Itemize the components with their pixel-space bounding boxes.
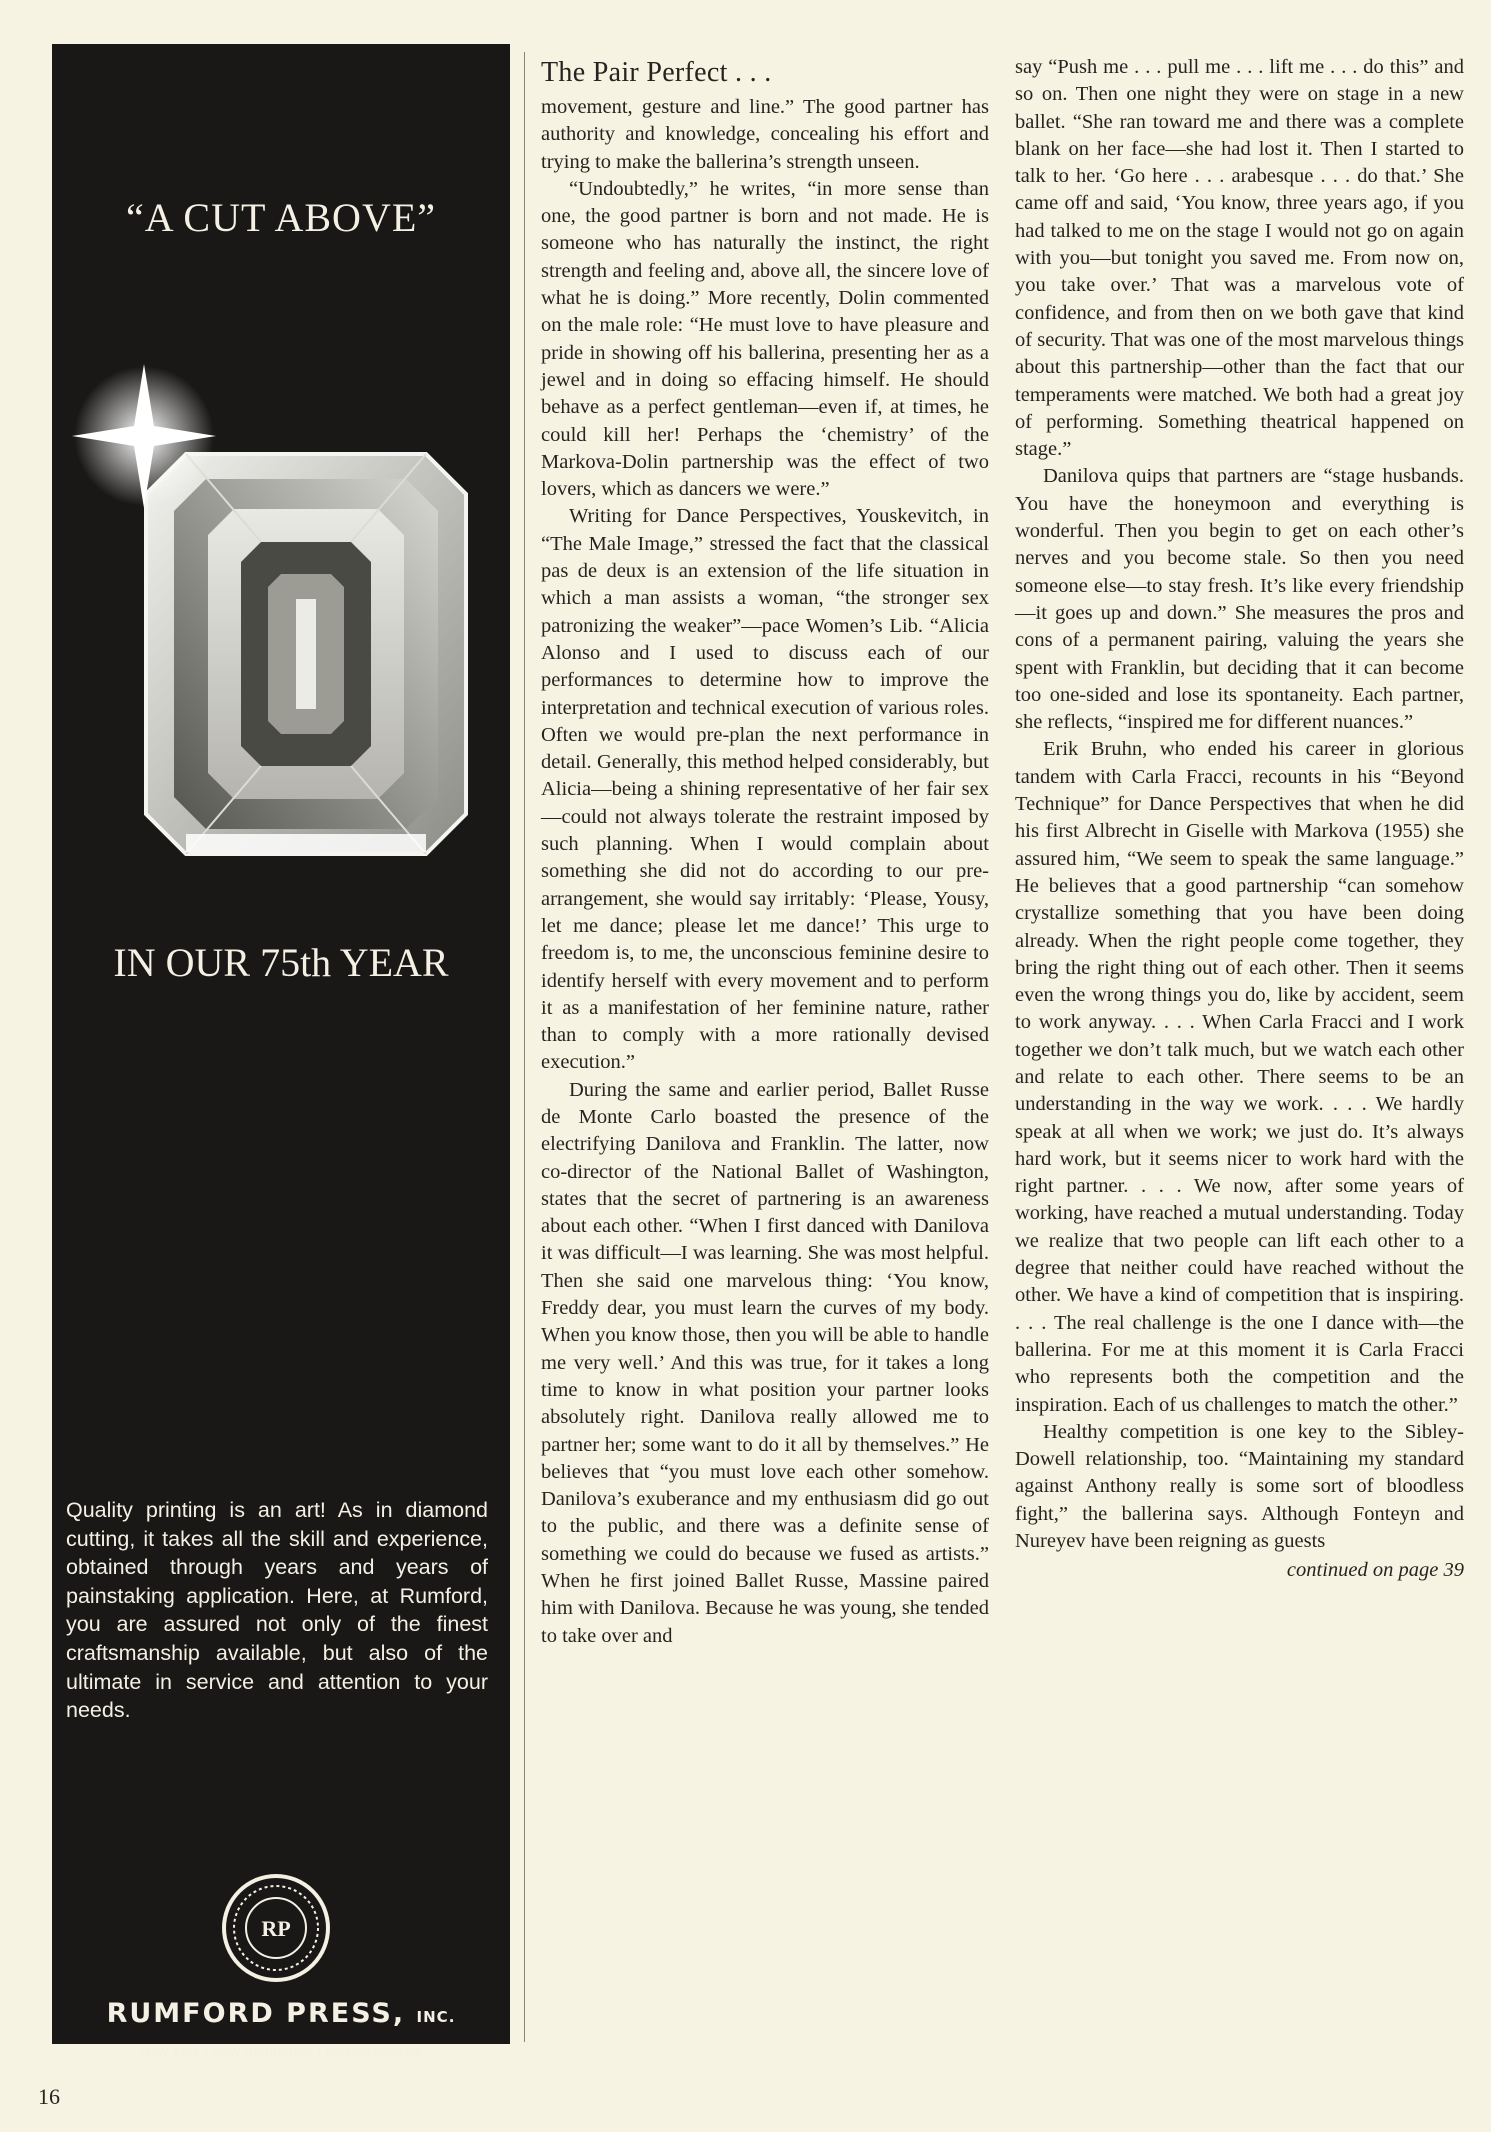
diamond-icon <box>66 364 496 904</box>
ad-company-main: RUMFORD PRESS, <box>106 1998 406 2029</box>
running-head: The Pair Perfect . . . <box>541 57 772 88</box>
ad-company-name <box>52 1998 510 2029</box>
column-rule <box>524 52 525 2042</box>
ad-company-suffix: INC. <box>416 2008 456 2026</box>
paragraph: Erik Bruhn, who ended his career in glorious tandem with Carla Fracci, recounts in his “Beyond Technique” for Dance Perspectives that when he did his first Albrecht in Giselle with Markova (1955) she assured him, “We seem to speak the same language.” He believes that a good partnership “can somehow crystallize something that you have been doing already. When the right people come together, they bring the right thing out of each other. Then it seems even the wrong things you do, like by accident, seem to work anyway. . . . When Carla Fracci and I work together we don’t talk much, but we watch each other and relate to each other. There seems to be an understanding in the way we work. . . . We hardly speak at all when we work; we just do. It’s always hard work, but it seems nicer to work hard with the right partner. . . . We now, after some years of working, have reached a mutual understanding. Today we realize that two people can lift each other to a degree that neither could have reached without the other. We have a kind of competition that is inspiring. . . . The real challenge is the one I dance with—the ballerina. For me at this moment it is Carla Fracci who represents both the competition and the inspiration. Each of us challenges to match the other.” <box>1015 738 1464 1416</box>
paragraph: Danilova quips that partners are “stage husbands. You have the honeymoon and everything is wonderful. Then you begin to get on each other’s nerves and you become stale. So then you need someone else—to stay fresh. It’s like every friendship—it goes up and down.” She measures the pros and cons of a permanent pairing, valuing the years she spent with Franklin, but deciding that it can become too one-sided and lose its spontaneity. Each partner, she reflects, “inspired me for different nuances.” <box>1015 465 1464 734</box>
paragraph: Healthy competition is one key to the Sibley-Dowell relationship, too. “Maintaining my standard against Anthony really is some sort of bloodless fight,” the ballerina says. Although Fonteyn and Nureyev have been reigning as guests <box>1015 1420 1464 1553</box>
article-column-1 <box>541 58 989 1650</box>
paragraph: “Undoubtedly,” he writes, “in more sense than one, the good partner is born and not made. He is someone who has naturally the instinct, the right strength and feeling and, above all, the sincere love of what he is doing.” More recently, Dolin commented on the male role: “He must love to have pleasure and pride in showing off his ballerina, presenting her as a jewel and in doing so effacing himself. He should behave as a perfect gentleman—even if, at times, he could kill her! Perhaps the ‘chemistry’ of the Markova-Dolin partnership was the effect of two lovers, which as dancers we were.” <box>541 177 989 501</box>
continued-link[interactable]: continued on page 39 <box>1286 1559 1464 1582</box>
rumford-seal-icon <box>220 1872 332 1984</box>
ad-headline: “A CUT ABOVE” <box>125 195 437 240</box>
paragraph: During the same and earlier period, Ballet Russe de Monte Carlo boasted the presence of the electrifying Danilova and Franklin. The latter, now co-director of the National Ballet of Washington, states that the secret of partnering is an awareness about each other. “When I first danced with Danilova it was difficult—I was learning. She was most helpful. Then she said one marvelous thing: ‘You know, Freddy dear, you must learn the curves of my body. When you know those, then you will be able to handle me very well.’ And this was true, for it takes a long time to know in what position your partner looks absolutely right. Danilova really allowed me to partner her; some want to do it all by themselves.” He believes that “you must love each other somehow. Danilova’s exuberance and my enthusiasm did go out to the public, and there was a definite sense of something we could do because we fused as artists.” When he first joined Ballet Russe, Massine paired him with Danilova. Because he was young, she tended to take over and <box>541 1078 989 1647</box>
paragraph: say “Push me . . . pull me . . . lift me . . . do this” and so on. Then one night they were on stage in a new ballet. “She ran toward me and there was a complete blank on her face—she had lost it. Then I started to talk to her. ‘Go here . . . arabesque . . . do that.’ She came off and said, ‘You know, three years ago, if you had talked to me on the stage I would not go on again with you—but tonight you saved me. From now on, you take over.’ That was a marvelous vote of confidence, and from then on we both gave that kind of security. That was one of the most marvelous things about this partnership—other than the fact that our temperaments were matched. We both had a great joy of performing. Something theatrical happened on stage.” <box>1015 56 1464 461</box>
paragraph: movement, gesture and line.” The good partner has authority and knowledge, concealing his effort and trying to make the ballerina’s strength unseen. <box>541 96 989 173</box>
ad-locations: New York / New Hampshire / Massachusetts <box>140 2044 422 2059</box>
ad-anniversary-line: IN OUR 75th YEAR <box>113 940 449 985</box>
paragraph: Writing for Dance Perspectives, Youskevitch, in “The Male Image,” stressed the fact that the classical pas de deux is an extension of the life situation in which a man assists a woman, “the stronger sex patronizing the weaker”—pace Women’s Lib. “Alicia Alonso and I used to discuss each of our performances to determine how to improve the interpretation and technical execution of various roles. Often we would pre-plan the next performance in detail. Generally, this method helped considerably, but Alicia—being a shining representative of her fair sex—could not always tolerate the restraint imposed by such planning. When I would complain about something she did not do according to our pre-arrangement, she would say irritably: ‘Please, Yousy, let me dance; please let me dance!’ This urge to freedom is, to me, the unconscious feminine desire to identify herself with every movement and to perform it as a manifestation of her feminine nature, rather than to comply with a more rationally devised execution.” <box>541 505 989 1074</box>
rumford-press-ad <box>52 44 510 2059</box>
article-column-2 <box>1015 54 1464 1584</box>
ad-body-copy: Quality printing is an art! As in diamond cutting, it takes all the skill and experience, obtained through years and years of painstaking application. Here, at Rumford, you are assured not only of the finest craftsmanship available, but also of the ultimate in service and attention to your needs. <box>66 1498 488 1723</box>
seal-monogram: RP <box>261 1916 291 1941</box>
page-number: 16 <box>38 2084 60 2109</box>
